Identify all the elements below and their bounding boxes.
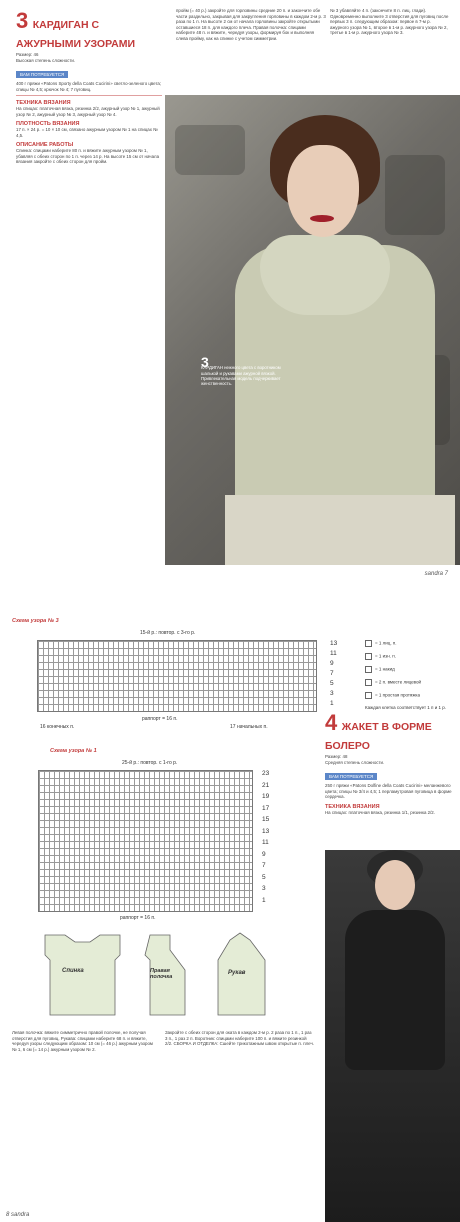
chart1-rapport: раппорт = 16 п.	[120, 915, 156, 921]
right-text: № 3 убавляйте 4 п. (закончите 8 п. лиц. глади). Одновременно выполните 3 отверстия для пуговиц после первых 3 п. следующим образом: первое в 7-м р. ажурного узора № 1, второе в 1-м р. ажурного узора № 2, третье в 1-м р. ажурного узора № 3.	[330, 8, 449, 35]
row-number: 15	[262, 816, 270, 823]
chart3-rapport: раппорт = 16 п.	[142, 716, 178, 722]
chart3-title: Схема узора № 3	[12, 618, 59, 624]
chart3-end: 17 начальных п.	[230, 724, 268, 730]
article-number: 4	[325, 710, 338, 735]
caption-text: КАРДИГАН нежного цвета с воротником шалькой и рукавами ажурной вязкой. Привлекательная модель подчеркивает женственность.	[201, 365, 281, 387]
row-number: 19	[262, 793, 270, 800]
density-header: ПЛОТНОСТЬ ВЯЗАНИЯ	[16, 121, 80, 127]
size: Размер: 46	[16, 52, 39, 57]
row-number: 9	[262, 850, 266, 858]
caption-number: 3	[201, 354, 209, 370]
article-title: ЖАКЕТ В ФОРМЕ БОЛЕРО	[325, 721, 432, 752]
bolero-photo	[325, 850, 460, 1222]
legend-item: = 1 лиц. п.	[365, 640, 455, 647]
sleeve-label: Рукав	[228, 970, 246, 976]
size: Размер: 48	[325, 754, 348, 759]
article-title: КАРДИГАН С АЖУРНЫМИ УЗОРАМИ	[16, 19, 136, 50]
chart3-repeat: 15-й р.: повтор. с 3-го р.	[140, 630, 196, 636]
article-2-block	[325, 710, 460, 1222]
technique-text: На спицах: платочная вязка, резинка 1/1, резинка 2/2.	[325, 809, 435, 815]
work-text: Спинка: спицами наберите 80 п. и вяжите ажурным узором № 1, убавляя с обеих сторон по 1 п. через 14 р. На высоте 15 см от начала вязания закройте с обеих сторон для пройм.	[16, 148, 160, 164]
photo-caption	[201, 354, 286, 387]
chart3-grid	[37, 640, 317, 712]
yarn-over-icon	[365, 666, 372, 673]
legend-item: = 1 накид	[365, 666, 455, 673]
middle-text: пройм (= 40 р.) закройте для горловины средние 20 п. и закончите обе части раздельно, закрывая для закругления горловины в каждом 2-м р. 3 раза по 1 п. На высоте 2 см от начала горловины закройте открытыми оставшиеся 18 п. для каждого плеча. Правая полочка: спицами наберите 48 п. и вяжите, чередуя узоры, формируя бок и выполняя слева пройму, как на спинке с учетом симметрии.	[176, 8, 326, 41]
row-number: 5	[262, 873, 266, 881]
row-number: 5	[330, 680, 334, 687]
page-label: sandra 7	[424, 571, 448, 577]
shawl-collar	[260, 235, 390, 315]
page-label-2: 8 sandra	[6, 1212, 30, 1218]
divider	[16, 95, 162, 96]
purl-symbol-icon	[365, 653, 372, 660]
bottom-middle-text: Закройте с обеих сторон для оката в каждом 2-м р. 2 раза по 1 п., 1 раз 3 п., 1 раз 2 п. Воротник: спицами наберите 100 п. и вяжите резинкой 2/2. СБОРКА И ОТДЕЛКА: Сшейте трикотажным швом открытые п. плеч.	[165, 1030, 314, 1046]
row-number: 1	[262, 896, 266, 904]
work-header: ОПИСАНИЕ РАБОТЫ	[16, 142, 74, 148]
lips	[310, 215, 334, 222]
chart1-grid	[38, 770, 253, 912]
stone	[385, 155, 445, 235]
bottom-section	[0, 600, 460, 1222]
row-number: 13	[330, 640, 338, 647]
legend-note: Каждая клетка соответствует 1 п и 1 р.	[365, 705, 446, 710]
right-column	[330, 8, 450, 36]
row-number: 7	[330, 670, 334, 677]
row-number: 9	[330, 660, 334, 667]
row-number: 3	[262, 885, 266, 892]
face	[287, 145, 359, 237]
legend-item: = 2 п. вместе лицевой	[365, 679, 455, 686]
stone	[175, 125, 245, 175]
bottom-left-text: Левая полочка: вяжите симметрично правой полочке, не получая отверстия для пуговиц. Рукава: спицами наберите 68 п. и вяжите, чередуя узоры следующим образом: 10 см (= 46 р.) ажурным узором № 1, 6 см (= 14 р.) ажурным узором № 2.	[12, 1030, 153, 1052]
skirt	[225, 495, 455, 565]
legend-item: = 1 изн. п.	[365, 653, 455, 660]
row-number: 23	[262, 770, 270, 777]
model-photo	[165, 95, 460, 565]
difficulty: Высокая степень сложности.	[16, 57, 76, 63]
materials-badge: ВАМ ПОТРЕБУЕТСЯ	[16, 71, 68, 78]
knit-symbol-icon	[365, 640, 372, 647]
density-text: 17 п. × 24 р. = 10 × 10 см, связано ажурным узором № 1 на спицах № 4,5.	[16, 127, 158, 138]
row-number: 21	[262, 781, 270, 789]
chart1-repeat: 25-й р.: повтор. с 1-го р.	[122, 760, 178, 766]
back-label: Спинка	[62, 968, 84, 974]
slip-icon	[365, 692, 372, 699]
bolero-jacket	[345, 910, 445, 1070]
row-number: 11	[330, 650, 337, 657]
chart3-start: 16 конечных п.	[40, 724, 75, 730]
article-2-text	[325, 710, 460, 815]
row-number: 17	[262, 804, 270, 812]
technique-header: ТЕХНИКА ВЯЗАНИЯ	[16, 100, 71, 106]
face	[375, 860, 415, 910]
chart1-title: Схема узора № 1	[50, 748, 97, 754]
legend-item: = 1 простая протяжка	[365, 692, 455, 699]
row-number: 7	[262, 862, 266, 869]
middle-column	[176, 8, 326, 41]
back-schematic	[35, 930, 130, 1020]
article-number: 3	[16, 8, 29, 33]
row-number: 13	[262, 827, 270, 835]
row-number: 11	[262, 839, 269, 846]
materials: 250 г пряжи «Patons Dolfine della Coats Cucirini» меланжевого цвета; спицы № 3/4 и 4,5; 1 перламутровая пуговица в форме сердечка.	[325, 783, 452, 799]
difficulty: Средняя степень сложности.	[325, 759, 385, 765]
technique-header: ТЕХНИКА ВЯЗАНИЯ	[325, 803, 380, 810]
chart-legend	[365, 640, 455, 710]
top-section	[0, 0, 460, 593]
technique-text: На спицах: платочная вязка, резинка 2/2, ажурный узор № 1, ажурный узор № 2, ажурный узор № 3, ажурный узор № 4.	[16, 106, 160, 117]
materials: 400 г пряжи «Patons Sporty della Coats Cucirini» светло-зеленого цвета; спицы № 4,5; крючок № 4; 7 пуговиц.	[16, 81, 162, 92]
front-label: Правая полочка	[150, 968, 173, 980]
article-1-text	[16, 8, 162, 165]
row-number: 1	[330, 700, 334, 707]
row-number: 3	[330, 690, 334, 697]
materials-badge: ВАМ ПОТРЕБУЕТСЯ	[325, 773, 377, 780]
k2tog-icon	[365, 679, 372, 686]
